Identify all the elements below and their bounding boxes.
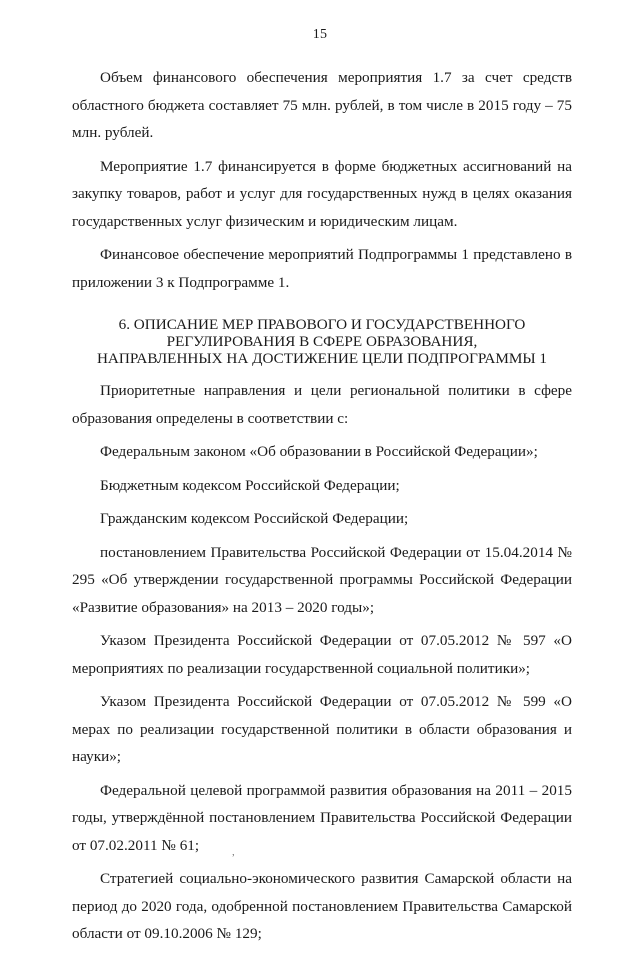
- paragraph-priorities: Приоритетные направления и цели региональной политики в сфере образования определены в соответствии с:: [72, 382, 572, 427]
- list-item-federal-law: Федеральным законом «Об образовании в Российской Федерации»;: [100, 443, 538, 460]
- list-item-decree-599: Указом Президента Российской Федерации от 07.05.2012 № 599 «О мерах по реализации государственной политики в области образования и науки»;: [72, 693, 572, 765]
- paragraph-funding-form: Мероприятие 1.7 финансируется в форме бюджетных ассигнований на закупку товаров, работ и услуг для государственных нужд в целях оказания государственных услуг физическим и юридическим лицам.: [72, 157, 572, 230]
- list-item-budget-code: Бюджетным кодексом Российской Федерации;: [100, 476, 400, 494]
- paragraph-funding-appendix: Финансовое обеспечение мероприятий Подпрограммы 1 представлено в приложении 3 к Подпрограмме 1.: [72, 246, 572, 291]
- section-heading-line: РЕГУЛИРОВАНИЯ В СФЕРЕ ОБРАЗОВАНИЯ,: [166, 333, 478, 350]
- document-body: [72, 64, 572, 954]
- list-item-civil-code: Гражданским кодексом Российской Федерации;: [100, 510, 409, 527]
- list-item-regional-strategy: Стратегией социально-экономического развития Самарской области на период до 2020 года, одобренной постановлением Правительства Самарской области от 09.10.2006 № 129;: [72, 870, 572, 942]
- list-item-government-resolution: постановлением Правительства Российской Федерации от 15.04.2014 № 295 «Об утверждении государственной программы Российской Федерации «Развитие образования» на 2013 – 2020 годы»;: [72, 543, 572, 616]
- section-heading-line: НАПРАВЛЕННЫХ НА ДОСТИЖЕНИЕ ЦЕЛИ ПОДПРОГРАММЫ 1: [96, 350, 548, 367]
- list-item-federal-target-program: Федеральной целевой программой развития образования на 2011 – 2015 годы, утверждённой постановлением Правительства Российской Федерации от 07.02.2011 № 61;: [72, 781, 572, 854]
- scan-mark: ,: [232, 846, 235, 858]
- paragraph-funding-volume: Объем финансового обеспечения мероприятия 1.7 за счет средств областного бюджета составляет 75 млн. рублей, в том числе в 2015 году – 75 млн. рублей.: [72, 69, 572, 141]
- page-number: 15: [312, 27, 328, 42]
- section-heading: [72, 316, 572, 367]
- section-heading-line: 6. ОПИСАНИЕ МЕР ПРАВОВОГО И ГОСУДАРСТВЕННОГО: [118, 316, 526, 333]
- list-item-decree-597: Указом Президента Российской Федерации от 07.05.2012 № 597 «О мероприятиях по реализации государственной социальной политики»;: [72, 632, 572, 677]
